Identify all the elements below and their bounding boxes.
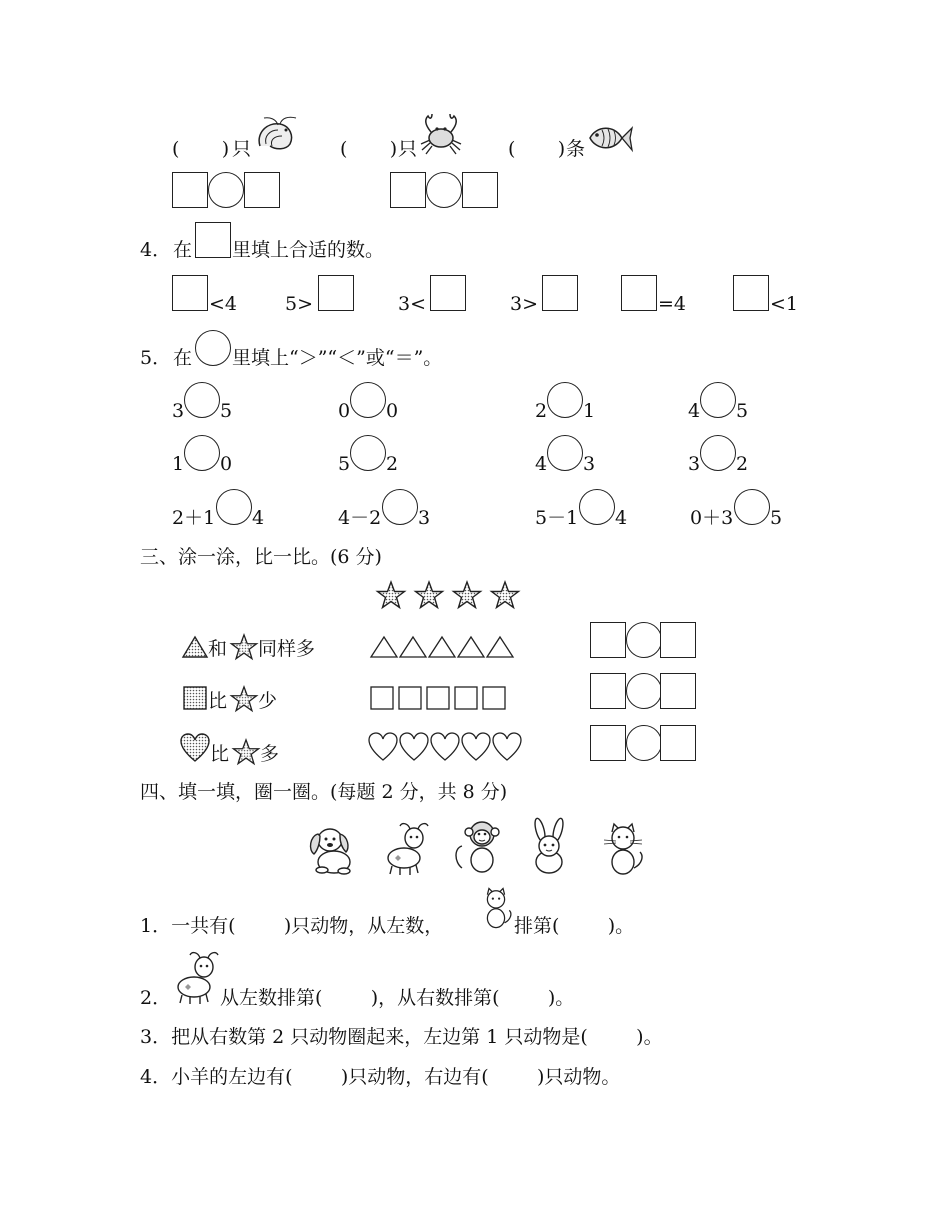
q5-r3c3-right: 4 xyxy=(615,507,628,529)
triangle-icon xyxy=(371,637,397,657)
s4-q3-text: 3．把从右数第 2 只动物圈起来，左边第 1 只动物是( )。 xyxy=(140,1026,663,1048)
q5-r1c2-right: 0 xyxy=(386,400,399,422)
s3-row3-post: 多 xyxy=(260,743,280,765)
fish-count-blank[interactable]: ( ) xyxy=(508,138,566,160)
small-star-icon xyxy=(230,633,258,661)
square-icon xyxy=(427,687,449,709)
q4-answer-box-3[interactable] xyxy=(430,275,466,311)
s4-q1-text-b: 排第( )。 xyxy=(514,915,635,937)
q5-r3c3-left: 5－1 xyxy=(535,507,579,529)
q5-r1c2-left: 0 xyxy=(338,400,351,422)
cat-icon xyxy=(600,822,646,876)
heart-icon xyxy=(431,733,459,760)
triangle-icon xyxy=(458,637,484,657)
crab-unit: 只 xyxy=(398,138,418,160)
heart-icon xyxy=(400,733,428,760)
q5-r3c3-circle[interactable] xyxy=(579,489,615,525)
q5-r1c3-right: 1 xyxy=(583,400,596,422)
s3-row1-circle[interactable] xyxy=(626,622,662,658)
q5-r2c4-circle[interactable] xyxy=(700,435,736,471)
compare-box-right-2[interactable] xyxy=(462,172,498,208)
heart-row xyxy=(368,732,524,762)
s3-row2-post: 少 xyxy=(258,690,278,712)
s3-row1-mid: 和 xyxy=(208,638,228,660)
q4-answer-box-1[interactable] xyxy=(172,275,208,311)
shaded-square-icon xyxy=(183,686,207,710)
crab-icon xyxy=(418,112,464,156)
q4-item-2: 5> xyxy=(285,293,314,315)
q5-r2c2-right: 2 xyxy=(386,453,399,475)
compare-circle-1[interactable] xyxy=(208,172,244,208)
q5-r2c1-left: 1 xyxy=(172,453,185,475)
q4-answer-box-2[interactable] xyxy=(318,275,354,311)
q5-r1c4-left: 4 xyxy=(688,400,701,422)
small-star-icon xyxy=(232,738,260,766)
cat-icon-inline xyxy=(478,882,514,934)
compare-circle-2[interactable] xyxy=(426,172,462,208)
shaded-triangle-icon xyxy=(182,636,208,658)
heart-icon xyxy=(462,733,490,760)
small-star-icon xyxy=(230,685,258,713)
q5-r3c1-right: 4 xyxy=(252,507,265,529)
q5-r3c1-left: 2＋1 xyxy=(172,507,216,529)
s4-q4-text: 4．小羊的左边有( )只动物，右边有( )只动物。 xyxy=(140,1066,621,1088)
q5-r2c1-circle[interactable] xyxy=(184,435,220,471)
compare-box-right-1[interactable] xyxy=(244,172,280,208)
s4-q2-text: 从左数排第( )，从右数排第( )。 xyxy=(220,987,575,1009)
q5-instruction: 里填上“＞”“＜”或“＝”。 xyxy=(232,347,443,369)
s3-row2-mid: 比 xyxy=(208,690,228,712)
q4-number: 4． xyxy=(140,239,172,261)
q4-item-6: <1 xyxy=(770,293,799,315)
s3-row1-post: 同样多 xyxy=(258,638,316,660)
q5-r3c4-circle[interactable] xyxy=(734,489,770,525)
q5-r3c2-left: 4－2 xyxy=(338,507,382,529)
q4-example-box xyxy=(195,222,231,258)
s4-q2-number: 2． xyxy=(140,987,172,1009)
q5-r3c4-right: 5 xyxy=(770,507,783,529)
q4-item-1: <4 xyxy=(209,293,238,315)
q4-answer-box-6[interactable] xyxy=(733,275,769,311)
s4-q1-text-a: 1．一共有( )只动物，从左数， xyxy=(140,915,444,937)
q5-r2c2-circle[interactable] xyxy=(350,435,386,471)
fish-icon xyxy=(586,120,634,156)
shrimp-count-blank[interactable]: ( ) xyxy=(172,138,230,160)
q4-item-3: 3< xyxy=(398,293,427,315)
s3-row2-box-right[interactable] xyxy=(660,673,696,709)
q5-r3c2-circle[interactable] xyxy=(382,489,418,525)
star-icon xyxy=(454,582,481,608)
q4-item-5: =4 xyxy=(658,293,687,315)
rabbit-icon xyxy=(524,818,574,876)
q5-r1c3-left: 2 xyxy=(535,400,548,422)
q4-answer-box-4[interactable] xyxy=(542,275,578,311)
square-row xyxy=(370,686,512,710)
compare-box-left-1[interactable] xyxy=(172,172,208,208)
q5-r2c4-left: 3 xyxy=(688,453,701,475)
s3-row3-mid: 比 xyxy=(210,743,230,765)
q4-item-4: 3> xyxy=(510,293,539,315)
q5-pre: 在 xyxy=(173,347,193,369)
q5-r3c4-left: 0＋3 xyxy=(690,507,734,529)
shaded-heart-icon xyxy=(180,733,210,763)
star-icon xyxy=(492,582,519,608)
q5-example-circle xyxy=(195,330,231,366)
q5-r1c3-circle[interactable] xyxy=(547,382,583,418)
q5-r2c3-left: 4 xyxy=(535,453,548,475)
section3-title: 三、涂一涂，比一比。(6 分) xyxy=(140,546,382,568)
goat-icon xyxy=(380,822,432,876)
q5-number: 5． xyxy=(140,347,172,369)
q5-r1c4-circle[interactable] xyxy=(700,382,736,418)
shrimp-icon xyxy=(252,116,298,156)
s3-row1-box-left[interactable] xyxy=(590,622,626,658)
heart-icon xyxy=(493,733,521,760)
q5-r3c1-circle[interactable] xyxy=(216,489,252,525)
compare-box-left-2[interactable] xyxy=(390,172,426,208)
q5-r2c3-circle[interactable] xyxy=(547,435,583,471)
q5-r1c1-left: 3 xyxy=(172,400,185,422)
star-icon xyxy=(378,582,405,608)
heart-icon xyxy=(369,733,397,760)
star-icon xyxy=(416,582,443,608)
s3-row1-box-right[interactable] xyxy=(660,622,696,658)
fish-unit: 条 xyxy=(566,138,586,160)
q5-r1c1-circle[interactable] xyxy=(184,382,220,418)
s3-row3-circle[interactable] xyxy=(626,725,662,761)
q4-answer-box-5[interactable] xyxy=(621,275,657,311)
triangle-icon xyxy=(429,637,455,657)
monkey-icon xyxy=(452,818,506,876)
triangle-row xyxy=(370,636,518,658)
s3-row3-box-left[interactable] xyxy=(590,725,626,761)
q4-instruction: 里填上合适的数。 xyxy=(232,239,385,261)
triangle-icon xyxy=(487,637,513,657)
q4-pre: 在 xyxy=(173,239,193,261)
triangle-icon xyxy=(400,637,426,657)
square-icon xyxy=(455,687,477,709)
q5-r1c1-right: 5 xyxy=(220,400,233,422)
crab-count-blank[interactable]: ( ) xyxy=(340,138,398,160)
q5-r2c3-right: 3 xyxy=(583,453,596,475)
q5-r2c4-right: 2 xyxy=(736,453,749,475)
square-icon xyxy=(483,687,505,709)
shrimp-unit: 只 xyxy=(232,138,252,160)
square-icon xyxy=(371,687,393,709)
dog-icon xyxy=(304,822,360,876)
section4-title: 四、填一填，圈一圈。(每题 2 分，共 8 分) xyxy=(140,781,508,803)
q5-r3c2-right: 3 xyxy=(418,507,431,529)
s3-row3-box-right[interactable] xyxy=(660,725,696,761)
star-row xyxy=(376,580,522,612)
square-icon xyxy=(399,687,421,709)
s3-row2-box-left[interactable] xyxy=(590,673,626,709)
q5-r1c2-circle[interactable] xyxy=(350,382,386,418)
q5-r2c2-left: 5 xyxy=(338,453,351,475)
q5-r1c4-right: 5 xyxy=(736,400,749,422)
goat-icon-inline xyxy=(170,950,222,1006)
q5-r2c1-right: 0 xyxy=(220,453,233,475)
s3-row2-circle[interactable] xyxy=(626,673,662,709)
